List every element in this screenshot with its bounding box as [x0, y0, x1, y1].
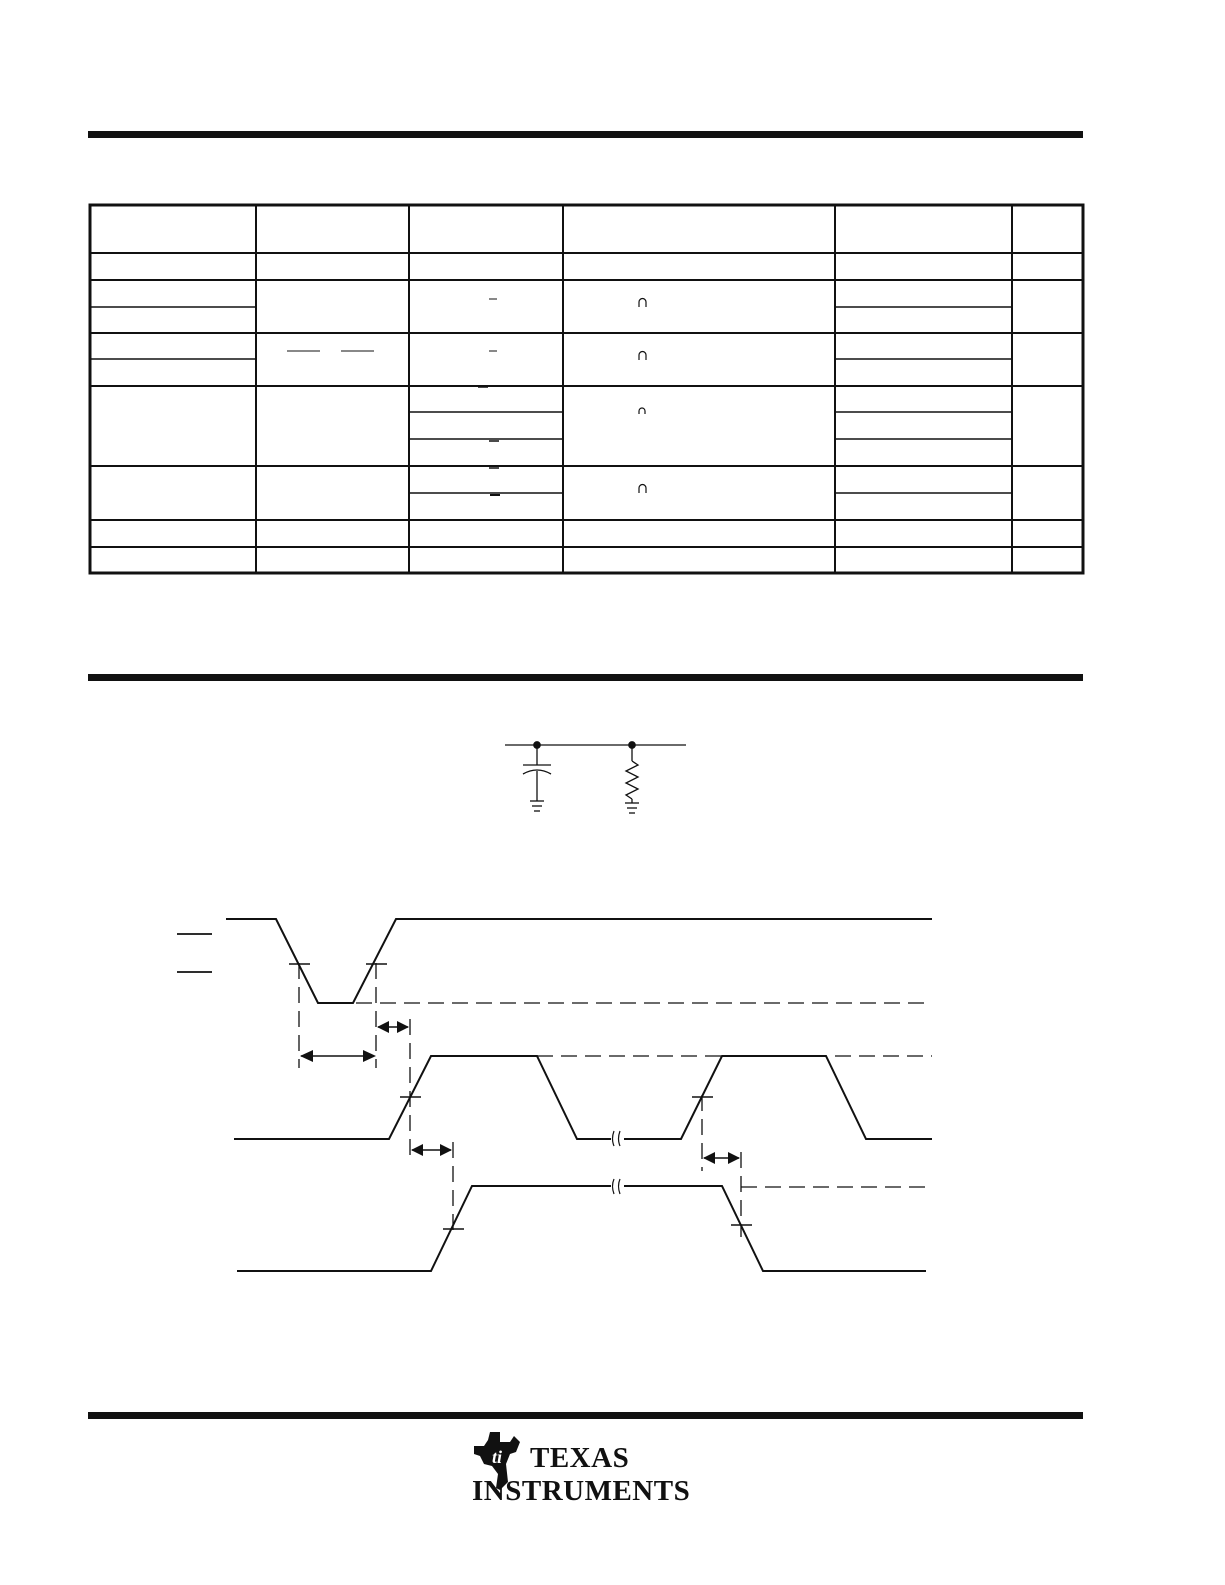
input-waveform [226, 919, 932, 1003]
arrow-heads [300, 1021, 740, 1164]
footer-rule [88, 1412, 1083, 1419]
logo-word-texas: TEXAS [530, 1442, 630, 1474]
logo-word-instruments: INSTRUMENTS [472, 1475, 691, 1507]
crossing-ticks [289, 964, 752, 1229]
output-waveform-2 [237, 1186, 611, 1271]
output-waveform-1 [624, 1056, 932, 1139]
break-mark [613, 1131, 621, 1146]
break-mark [613, 1179, 621, 1194]
reference-levels [299, 963, 932, 1237]
ti-logo [470, 1428, 691, 1508]
output-waveform-2 [624, 1186, 926, 1271]
output-waveform-1 [234, 1056, 611, 1139]
svg-text:ti: ti [492, 1447, 503, 1467]
